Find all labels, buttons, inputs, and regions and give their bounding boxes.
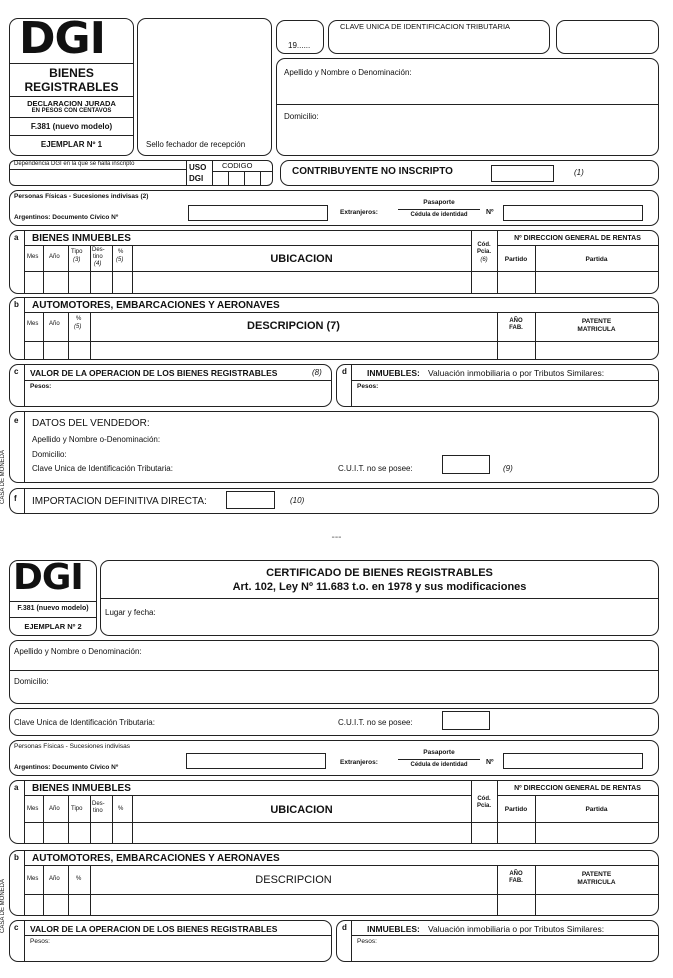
- vendedor-clave-label: Clave Unica de Identificación Tributaria:: [32, 464, 173, 473]
- form2-documento-input[interactable]: [186, 753, 326, 769]
- section-c-pesos: Pesos:: [30, 383, 52, 390]
- note-1: (1): [574, 168, 584, 177]
- col-tipo-note: (3): [73, 257, 81, 263]
- form2-col-b-mes: Mes: [27, 876, 39, 882]
- form2-cedula-label: Cédula de identidad: [410, 762, 468, 768]
- form2-col-b-matricula: MATRICULA: [577, 879, 616, 886]
- col-destino-1: Des-: [92, 247, 105, 253]
- form2-section-d-letter: d: [342, 923, 347, 932]
- form2-numero-label: Nº: [486, 759, 494, 766]
- col-pct-note: (5): [116, 257, 124, 263]
- vendedor-name-label: Apellido y Nombre o-Denominación:: [32, 435, 161, 444]
- title-bienes: BIENES: [49, 66, 94, 80]
- form2-address-label: Domicilio:: [14, 677, 49, 686]
- vendedor-address-label: Domicilio:: [32, 450, 67, 459]
- section-e-letter: e: [14, 416, 19, 425]
- section-d-pesos: Pesos:: [357, 383, 379, 390]
- form2-copy-number: EJEMPLAR Nº 2: [24, 622, 82, 631]
- col-cod-2: Pcia.: [476, 249, 491, 255]
- col-mes: Mes: [27, 254, 39, 260]
- col-cod-1: Cód.: [477, 242, 491, 248]
- form2-cert-subtitle: Art. 102, Ley Nº 11.683 t.o. en 1978 y sus modificaciones: [232, 581, 527, 593]
- form2-section-d-title-rest: Valuación inmobiliaria o por Tributos Similares:: [428, 924, 605, 934]
- form-code: F.381 (nuevo modelo): [30, 122, 113, 131]
- form2-cuit-checkbox[interactable]: [442, 711, 490, 730]
- personas-label: Personas Físicas - Sucesiones indivisas (2): [14, 193, 149, 200]
- form2-col-b-anio: Año: [49, 876, 60, 882]
- form2-section-c-pesos: Pesos:: [30, 938, 50, 945]
- extranjeros-label: Extranjeros:: [340, 209, 378, 216]
- stamp-label: Sello fechador de recepción: [146, 140, 246, 149]
- taxpayer-name-label: Apellido y Nombre o Denominación:: [284, 68, 412, 77]
- codigo-label: CODIGO: [222, 161, 253, 170]
- section-a-title: BIENES INMUEBLES: [32, 233, 131, 244]
- year-prefix: 19......: [288, 41, 311, 50]
- pasaporte-input[interactable]: [503, 205, 643, 221]
- form2-clave-label: Clave Unica de Identificación Tributaria:: [14, 718, 155, 727]
- form2-col-mes: Mes: [27, 806, 39, 812]
- form2-col-b-anio-fab-1: AÑO: [509, 871, 523, 877]
- form2-section-c-title: VALOR DE LA OPERACION DE LOS BIENES REGISTRABLES: [30, 924, 278, 934]
- form2-dgi-logo: [13, 557, 95, 598]
- section-c-title: VALOR DE LA OPERACION DE LOS BIENES REGISTRABLES: [30, 368, 278, 378]
- section-f-letter: f: [14, 494, 17, 503]
- col-ubicacion: UBICACION: [270, 253, 333, 265]
- col-destino-note: (4): [94, 261, 102, 267]
- col-anio: Año: [49, 254, 60, 260]
- section-d-title-bold: INMUEBLES:: [367, 368, 420, 378]
- form2-col-pct: %: [118, 806, 124, 812]
- col-b-patente: PATENTE: [581, 318, 612, 325]
- col-b-descripcion: DESCRIPCION (7): [247, 320, 340, 332]
- section-b-letter: b: [14, 300, 19, 309]
- form2-section-c-letter: c: [14, 923, 19, 932]
- col-b-pct: %: [76, 316, 82, 322]
- form2-col-destino-2: tino: [93, 808, 103, 814]
- form2-pasaporte-input[interactable]: [503, 753, 643, 769]
- form2-col-b-anio-fab-2: FAB.: [509, 878, 523, 884]
- form2-section-b-letter: b: [14, 853, 19, 862]
- col-b-anio-fab-1: AÑO: [509, 318, 523, 324]
- taxpayer-address-label: Domicilio:: [284, 112, 319, 121]
- form2-dgi-logo-text: DGI: [13, 557, 83, 598]
- col-rentas: Nº DIRECCION GENERAL DE RENTAS: [514, 235, 641, 242]
- col-pct: %: [118, 249, 124, 255]
- form2-col-b-patente: PATENTE: [581, 871, 612, 878]
- form2-section-a-title: BIENES INMUEBLES: [32, 783, 131, 794]
- col-partido: Partido: [504, 256, 528, 263]
- form2-col-partida: Partida: [585, 806, 608, 813]
- argentinos-label: Argentinos: Documento Cívico Nº: [14, 214, 119, 221]
- section-d-title-rest: Valuación inmobiliaria o por Tributos Similares:: [428, 368, 605, 378]
- col-b-mes: Mes: [27, 321, 39, 327]
- title-registrables: REGISTRABLES: [24, 80, 119, 94]
- form2-argentinos-label: Argentinos: Documento Cívico Nº: [14, 764, 119, 771]
- col-tipo: Tipo: [71, 249, 83, 255]
- copy-number: EJEMPLAR Nº 1: [40, 140, 103, 149]
- form2-section-b-title: AUTOMOTORES, EMBARCACIONES Y AERONAVES: [32, 853, 280, 864]
- form2-col-anio: Año: [49, 806, 60, 812]
- form2-col-ubicacion: UBICACION: [270, 804, 333, 816]
- declaracion-jurada: DECLARACION JURADA: [27, 99, 116, 108]
- no-inscripto-label: CONTRIBUYENTE NO INSCRIPTO: [292, 166, 453, 177]
- form2-personas-label: Personas Físicas - Sucesiones indivisas: [14, 743, 130, 750]
- form2-section-a-letter: a: [14, 783, 19, 792]
- uso-dgi-1: USO: [189, 163, 207, 172]
- col-b-anio-fab-2: FAB.: [509, 325, 523, 331]
- section-c-note: (8): [312, 368, 322, 377]
- form2-section-d-pesos: Pesos:: [357, 938, 377, 945]
- cedula-label: Cédula de identidad: [410, 212, 468, 218]
- uso-dgi-2: DGI: [189, 174, 204, 183]
- form2-col-b-pct: %: [76, 876, 82, 882]
- form2-pasaporte-label: Pasaporte: [423, 749, 455, 756]
- form2-cuit-label: C.U.I.T. no se posee:: [338, 718, 413, 727]
- col-destino-2: tino: [93, 254, 103, 260]
- dgi-logo: [17, 13, 125, 64]
- form2-col-destino-1: Des-: [92, 801, 105, 807]
- no-inscripto-checkbox[interactable]: [491, 165, 554, 182]
- section-b-title: AUTOMOTORES, EMBARCACIONES Y AERONAVES: [32, 300, 280, 311]
- cuit-input[interactable]: [556, 20, 659, 54]
- section-e-note: (9): [503, 464, 513, 473]
- dependency-label: Dependencia DGI en la que se halla inscripto: [14, 161, 135, 167]
- section-e-title: DATOS DEL VENDEDOR:: [32, 418, 150, 429]
- col-partida: Partida: [585, 256, 608, 263]
- form2-col-cod-1: Cód.: [477, 796, 491, 802]
- documento-input[interactable]: [188, 205, 328, 221]
- form2-cert-title: CERTIFICADO DE BIENES REGISTRABLES: [266, 567, 493, 579]
- form2-lugar-label: Lugar y fecha:: [105, 608, 156, 617]
- form2-col-partido: Partido: [504, 806, 528, 813]
- section-c-letter: c: [14, 367, 19, 376]
- side-text-1: CASA DE MONEDA: [0, 449, 6, 504]
- en-pesos: EN PESOS CON CENTAVOS: [31, 108, 112, 114]
- form2-col-cod-2: Pcia.: [476, 803, 491, 809]
- cuit-label: CLAVE UNICA DE IDENTIFICACION TRIBUTARIA: [340, 22, 511, 31]
- stamp-box: [137, 18, 272, 156]
- section-f-note: (10): [290, 496, 305, 505]
- form2-col-tipo: Tipo: [71, 806, 83, 812]
- form2-extranjeros-label: Extranjeros:: [340, 759, 378, 766]
- col-b-matricula: MATRICULA: [577, 326, 616, 333]
- side-text-2: CASA DE MONEDA: [0, 878, 6, 933]
- separator: ---: [331, 532, 342, 543]
- form2-col-b-descripcion: DESCRIPCION: [255, 874, 332, 886]
- numero-label: Nº: [486, 209, 494, 216]
- col-cod-note: (6): [480, 257, 488, 263]
- form2-name-label: Apellido y Nombre o Denominación:: [14, 647, 142, 656]
- col-b-anio: Año: [49, 321, 60, 327]
- section-f-title: IMPORTACION DEFINITIVA DIRECTA:: [32, 496, 207, 507]
- importacion-checkbox[interactable]: [226, 491, 275, 509]
- section-d-letter: d: [342, 367, 347, 376]
- section-a-letter: a: [14, 233, 19, 242]
- form2-col-rentas: Nº DIRECCION GENERAL DE RENTAS: [514, 785, 641, 792]
- form2-section-d-title-bold: INMUEBLES:: [367, 924, 420, 934]
- dgi-logo-text: DGI: [19, 13, 106, 64]
- vendedor-cuit-label: C.U.I.T. no se posee:: [338, 464, 413, 473]
- vendedor-cuit-checkbox[interactable]: [442, 455, 490, 474]
- form2-form-code: F.381 (nuevo modelo): [17, 605, 89, 612]
- col-b-pct-note: (5): [74, 324, 82, 330]
- pasaporte-label: Pasaporte: [423, 199, 455, 206]
